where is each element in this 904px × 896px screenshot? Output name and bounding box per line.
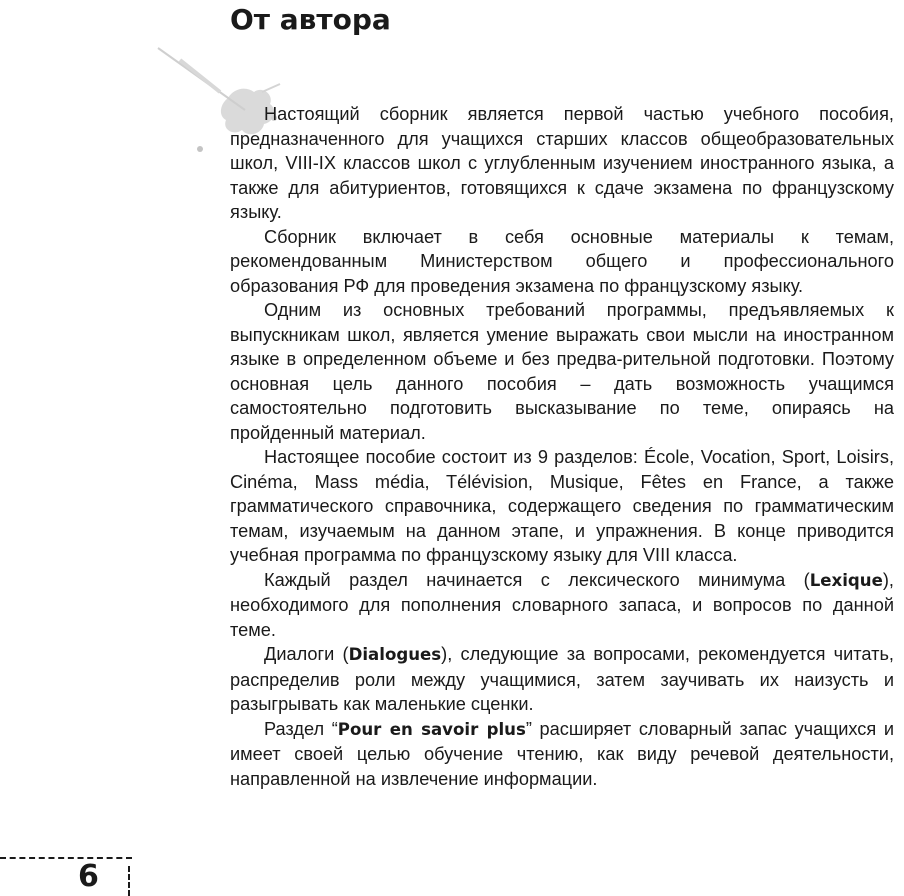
- footer-dashed-rule: [0, 857, 132, 859]
- text-run: Настоящее пособие состоит из 9 разделов: École, Vocation, Sport, Loisirs, Cinéma, Mass média, Télévision, Musique, Fêtes en France, а также грамматического справочника, содержащего сведения по грамматическим темам, изучаемым на данном этапе, и упражнения. В конце приводится учебная программа по французскому языку для VIII класса.: [230, 447, 894, 565]
- paragraph: [230, 102, 894, 225]
- page-number: 6: [78, 859, 99, 894]
- bold-term: Lexique: [809, 570, 883, 590]
- text-run: ” расширяет словарный запас учащихся и имеет своей целью обучение чтению, как виду речевой деятельности, направленной на извлечение информации.: [230, 718, 894, 789]
- text-run: Диалоги (: [264, 644, 349, 664]
- bold-term: Dialogues: [348, 645, 442, 664]
- footer-dashed-tick: [128, 866, 130, 896]
- paragraph: [230, 717, 894, 792]
- paragraph: [230, 298, 894, 445]
- paragraph: [230, 225, 894, 299]
- ink-dot-decoration: [197, 146, 203, 152]
- bold-term: Pour en savoir plus: [337, 719, 526, 739]
- body-text: [230, 102, 894, 791]
- text-run: Одним из основных требований программы, предъявляемых к выпускникам школ, является умение выражать свои мысли на иностранном языке в определенном объеме и без предва-рительной подготовки. Поэтому основная цель данного пособия – дать возможность учащимся самостоятельно подготовить высказывание по теме, опираясь на пройденный материал.: [230, 300, 894, 443]
- text-run: Каждый раздел начинается с лексического минимума (: [264, 569, 810, 590]
- paragraph: [230, 568, 894, 643]
- text-run: Сборник включает в себя основные материалы к темам, рекомендованным Министерством общего и профессионального образования РФ для проведения экзамена по французскому языку.: [230, 226, 894, 296]
- text-run: ), необходимого для пополнения словарного запаса, и вопросов по данной теме.: [230, 569, 894, 640]
- section-title: От автора: [230, 3, 391, 36]
- text-run: ), следующие за вопросами, рекомендуется читать, распределив роли между учащимися, затем заучивать их наизусть и разыгрывать как маленькие сценки.: [230, 644, 894, 714]
- text-run: Настоящий сборник является первой частью учебного пособия, предназначенного для учащихся старших классов общеобразовательных школ, VIII-IX классов школ с углубленным изучением иностранного языка, а также для абитуриентов, готовящихся к сдаче экзамена по французскому языку.: [230, 104, 894, 222]
- text-run: Раздел “: [264, 718, 338, 739]
- paragraph: [230, 642, 894, 717]
- paragraph: [230, 445, 894, 568]
